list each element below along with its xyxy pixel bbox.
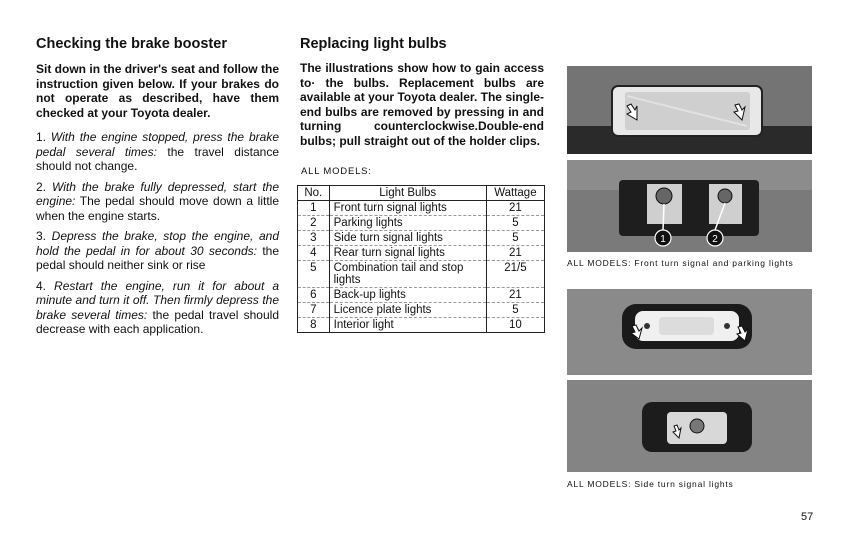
side-signal-caption: ALL MODELS: Side turn signal lights xyxy=(567,479,734,489)
side-socket-photo xyxy=(567,380,812,472)
table-caption: ALL MODELS: xyxy=(301,166,372,177)
front-sockets-illustration xyxy=(567,160,812,252)
table-row: 2 Parking lights 5 xyxy=(298,216,545,231)
table-row: 8 Interior light 10 xyxy=(298,318,545,333)
side-signal-photo xyxy=(567,289,812,375)
table-row: 6 Back-up lights 21 xyxy=(298,288,545,303)
page-number: 57 xyxy=(801,511,814,523)
side-signal-illustration xyxy=(567,289,812,375)
front-signal-photo xyxy=(567,66,812,154)
front-sockets-photo xyxy=(567,160,812,252)
table-row: 5 Combination tail and stop lights 21/5 xyxy=(298,261,545,288)
brake-booster-heading: Checking the brake booster xyxy=(36,36,227,52)
light-bulbs-heading: Replacing light bulbs xyxy=(300,36,447,52)
step-3: 3. Depress the brake, stop the engine, and hold the pedal in for about 30 seconds: the pedal should neither sink or rise xyxy=(36,229,280,272)
callout-1: 1 xyxy=(660,234,666,245)
table-row: 7 Licence plate lights 5 xyxy=(298,303,545,318)
side-socket-illustration xyxy=(567,380,812,472)
table-row: 3 Side turn signal lights 5 xyxy=(298,231,545,246)
table-row: 4 Rear turn signal lights 21 xyxy=(298,246,545,261)
brake-booster-intro: Sit down in the driver's seat and follow the instruction given below. If your brakes do not operate as described, have them checked at your Toyota dealer. xyxy=(36,62,279,120)
step-4: 4. Restart the engine, run it for about a minute and turn it off. Then firmly depress the brake several times: the pedal travel should decrease with each application. xyxy=(36,278,280,336)
step-2: 2. With the brake fully depressed, start the engine: The pedal should move down a little when the engine starts. xyxy=(36,179,279,223)
front-signal-caption: ALL MODELS: Front turn signal and parking lights xyxy=(567,258,794,268)
brake-booster-steps xyxy=(36,130,279,343)
callout-2: 2 xyxy=(712,234,718,245)
header-light-bulbs: Light Bulbs xyxy=(329,186,486,201)
light-bulbs-intro: The illustrations show how to gain access to· the bulbs. Replacement bulbs are available at your Toyota dealer. The single-end bulbs are removed by pressing in and turning counterclockwise.Double-end bulbs; pull straight out of the holder clips. xyxy=(300,61,544,148)
step-1: 1. With the engine stopped, press the brake pedal several times: the travel distance should not change. xyxy=(36,130,280,173)
front-signal-illustration xyxy=(567,66,812,154)
header-no: No. xyxy=(298,186,330,201)
header-wattage: Wattage xyxy=(486,186,544,201)
bulb-table xyxy=(297,185,545,333)
table-row: 1 Front turn signal lights 21 xyxy=(298,201,545,216)
table-header-row xyxy=(298,186,545,201)
